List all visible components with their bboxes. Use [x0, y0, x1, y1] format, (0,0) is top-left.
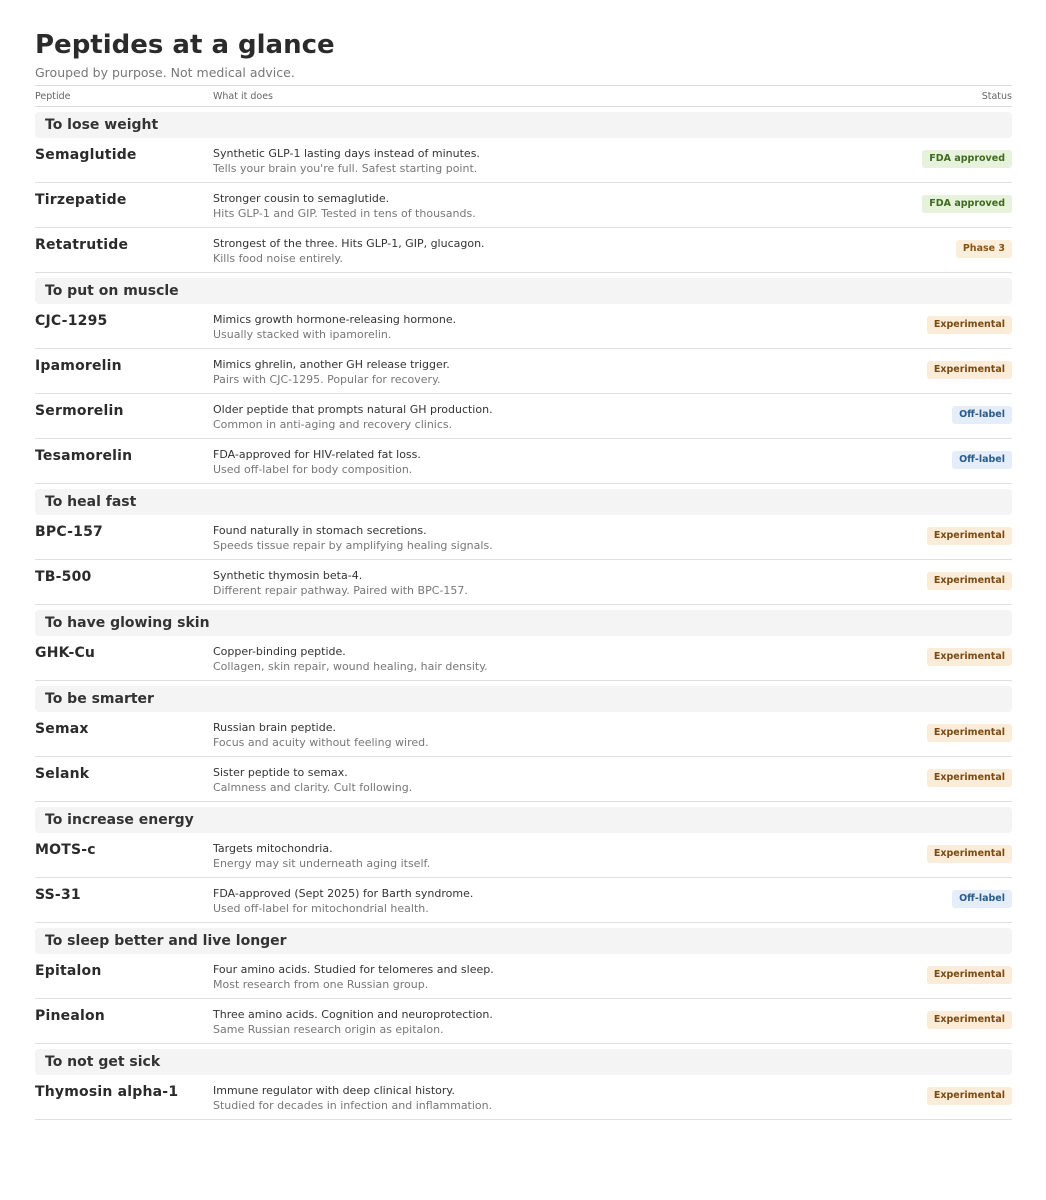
peptide-group — [35, 807, 1012, 923]
group-heading: To heal fast — [35, 489, 1012, 515]
description-line-secondary: Common in anti-aging and recovery clinics. — [213, 418, 453, 431]
status-badge: Experimental — [927, 316, 1012, 334]
peptide-description — [213, 833, 927, 877]
peptide-name: Pinealon — [35, 1008, 105, 1024]
peptide-name: Tirzepatide — [35, 192, 127, 208]
description-line-secondary: Used off-label for body composition. — [213, 463, 413, 476]
group-heading: To sleep better and live longer — [35, 928, 1012, 954]
description-line-primary: Strongest of the three. Hits GLP-1, GIP, glucagon. — [213, 237, 485, 250]
peptide-description — [213, 228, 956, 272]
description-line-primary: Mimics ghrelin, another GH release trigger. — [213, 358, 450, 371]
peptide-name: GHK-Cu — [35, 645, 96, 661]
status-cell — [927, 954, 1012, 998]
status-cell — [922, 183, 1012, 227]
group-heading: To put on muscle — [35, 278, 1012, 304]
table-row — [35, 954, 1012, 999]
description-line-secondary: Tells your brain you're full. Safest starting point. — [213, 162, 478, 175]
page-subtitle: Grouped by purpose. Not medical advice. — [35, 65, 295, 80]
description-line-primary: Older peptide that prompts natural GH production. — [213, 403, 493, 416]
peptide-name: Semaglutide — [35, 147, 137, 163]
peptide-group — [35, 928, 1012, 1044]
status-badge: Experimental — [927, 1087, 1012, 1105]
table-row — [35, 833, 1012, 878]
description-line-primary: Immune regulator with deep clinical history. — [213, 1084, 455, 1097]
status-cell — [927, 636, 1012, 680]
peptide-group — [35, 278, 1012, 484]
status-badge: Experimental — [927, 527, 1012, 545]
description-line-secondary: Studied for decades in infection and inflammation. — [213, 1099, 493, 1112]
table-row — [35, 394, 1012, 439]
peptide-description — [213, 394, 952, 438]
column-header-row — [35, 85, 1012, 107]
peptide-description — [213, 304, 927, 348]
table-row — [35, 712, 1012, 757]
description-line-primary: Found naturally in stomach secretions. — [213, 524, 427, 537]
peptide-name: Selank — [35, 766, 90, 782]
table-row — [35, 636, 1012, 681]
description-line-primary: FDA-approved (Sept 2025) for Barth syndrome. — [213, 887, 474, 900]
peptide-name: Semax — [35, 721, 89, 737]
peptide-description — [213, 439, 952, 483]
status-cell — [927, 515, 1012, 559]
peptide-group — [35, 112, 1012, 273]
description-line-primary: Copper-binding peptide. — [213, 645, 346, 658]
description-line-secondary: Pairs with CJC-1295. Popular for recovery. — [213, 373, 441, 386]
status-cell — [927, 999, 1012, 1043]
status-badge: Experimental — [927, 572, 1012, 590]
peptide-description — [213, 560, 927, 604]
column-header-what: What it does — [213, 90, 274, 102]
peptide-group — [35, 686, 1012, 802]
peptide-name: CJC-1295 — [35, 313, 108, 329]
description-line-secondary: Energy may sit underneath aging itself. — [213, 857, 431, 870]
status-badge: Phase 3 — [956, 240, 1012, 258]
status-cell — [927, 560, 1012, 604]
table-row — [35, 138, 1012, 183]
column-header-status: Status — [981, 90, 1012, 102]
peptide-table — [35, 112, 1012, 1120]
table-row — [35, 878, 1012, 923]
description-line-secondary: Usually stacked with ipamorelin. — [213, 328, 392, 341]
description-line-secondary: Same Russian research origin as epitalon. — [213, 1023, 444, 1036]
peptide-description — [213, 757, 927, 801]
description-line-primary: FDA-approved for HIV-related fat loss. — [213, 448, 421, 461]
description-line-primary: Synthetic thymosin beta-4. — [213, 569, 363, 582]
table-row — [35, 999, 1012, 1044]
description-line-primary: Synthetic GLP-1 lasting days instead of minutes. — [213, 147, 480, 160]
status-cell — [927, 712, 1012, 756]
table-row — [35, 757, 1012, 802]
status-badge: FDA approved — [922, 150, 1012, 168]
group-heading: To be smarter — [35, 686, 1012, 712]
peptide-name: Ipamorelin — [35, 358, 122, 374]
status-cell — [952, 439, 1012, 483]
status-badge: Off-label — [952, 890, 1012, 908]
peptide-name: SS-31 — [35, 887, 81, 903]
peptide-name: Tesamorelin — [35, 448, 133, 464]
description-line-primary: Stronger cousin to semaglutide. — [213, 192, 390, 205]
table-row — [35, 560, 1012, 605]
description-line-primary: Four amino acids. Studied for telomeres and sleep. — [213, 963, 494, 976]
description-line-primary: Targets mitochondria. — [213, 842, 333, 855]
status-cell — [922, 138, 1012, 182]
peptide-description — [213, 1075, 927, 1119]
peptide-description — [213, 183, 922, 227]
peptide-description — [213, 712, 927, 756]
status-badge: Experimental — [927, 724, 1012, 742]
table-row — [35, 183, 1012, 228]
description-line-secondary: Used off-label for mitochondrial health. — [213, 902, 429, 915]
description-line-primary: Sister peptide to semax. — [213, 766, 348, 779]
status-badge: Off-label — [952, 451, 1012, 469]
status-cell — [927, 349, 1012, 393]
peptide-name: Epitalon — [35, 963, 102, 979]
peptide-description — [213, 878, 952, 922]
status-cell — [927, 833, 1012, 877]
group-heading: To increase energy — [35, 807, 1012, 833]
table-row — [35, 228, 1012, 273]
group-heading: To have glowing skin — [35, 610, 1012, 636]
page-title: Peptides at a glance — [35, 30, 335, 60]
status-cell — [927, 1075, 1012, 1119]
peptide-description — [213, 636, 927, 680]
peptide-name: BPC-157 — [35, 524, 103, 540]
table-row — [35, 439, 1012, 484]
description-line-secondary: Collagen, skin repair, wound healing, hair density. — [213, 660, 488, 673]
status-cell — [956, 228, 1012, 272]
peptide-name: TB-500 — [35, 569, 92, 585]
peptide-name: Thymosin alpha-1 — [35, 1084, 179, 1100]
page — [35, 0, 1012, 1120]
description-line-secondary: Kills food noise entirely. — [213, 252, 343, 265]
description-line-primary: Mimics growth hormone-releasing hormone. — [213, 313, 457, 326]
peptide-name: Retatrutide — [35, 237, 129, 253]
status-badge: Experimental — [927, 769, 1012, 787]
column-header-peptide: Peptide — [35, 90, 71, 102]
table-row — [35, 304, 1012, 349]
description-line-secondary: Calmness and clarity. Cult following. — [213, 781, 413, 794]
status-badge: Experimental — [927, 966, 1012, 984]
peptide-description — [213, 138, 922, 182]
peptide-group — [35, 1049, 1012, 1120]
peptide-name: MOTS-c — [35, 842, 96, 858]
peptide-group — [35, 610, 1012, 681]
table-row — [35, 515, 1012, 560]
table-row — [35, 349, 1012, 394]
group-heading: To lose weight — [35, 112, 1012, 138]
table-row — [35, 1075, 1012, 1120]
peptide-group — [35, 489, 1012, 605]
status-cell — [952, 394, 1012, 438]
peptide-description — [213, 349, 927, 393]
status-badge: Experimental — [927, 1011, 1012, 1029]
status-cell — [952, 878, 1012, 922]
description-line-secondary: Hits GLP-1 and GIP. Tested in tens of thousands. — [213, 207, 476, 220]
status-badge: Experimental — [927, 648, 1012, 666]
description-line-primary: Russian brain peptide. — [213, 721, 336, 734]
description-line-primary: Three amino acids. Cognition and neuroprotection. — [213, 1008, 493, 1021]
status-cell — [927, 304, 1012, 348]
group-heading: To not get sick — [35, 1049, 1012, 1075]
description-line-secondary: Focus and acuity without feeling wired. — [213, 736, 429, 749]
status-badge: Off-label — [952, 406, 1012, 424]
peptide-description — [213, 954, 927, 998]
description-line-secondary: Different repair pathway. Paired with BPC-157. — [213, 584, 468, 597]
status-badge: Experimental — [927, 361, 1012, 379]
status-badge: Experimental — [927, 845, 1012, 863]
peptide-description — [213, 999, 927, 1043]
description-line-secondary: Most research from one Russian group. — [213, 978, 429, 991]
status-badge: FDA approved — [922, 195, 1012, 213]
peptide-name: Sermorelin — [35, 403, 124, 419]
description-line-secondary: Speeds tissue repair by amplifying healing signals. — [213, 539, 493, 552]
status-cell — [927, 757, 1012, 801]
peptide-description — [213, 515, 927, 559]
